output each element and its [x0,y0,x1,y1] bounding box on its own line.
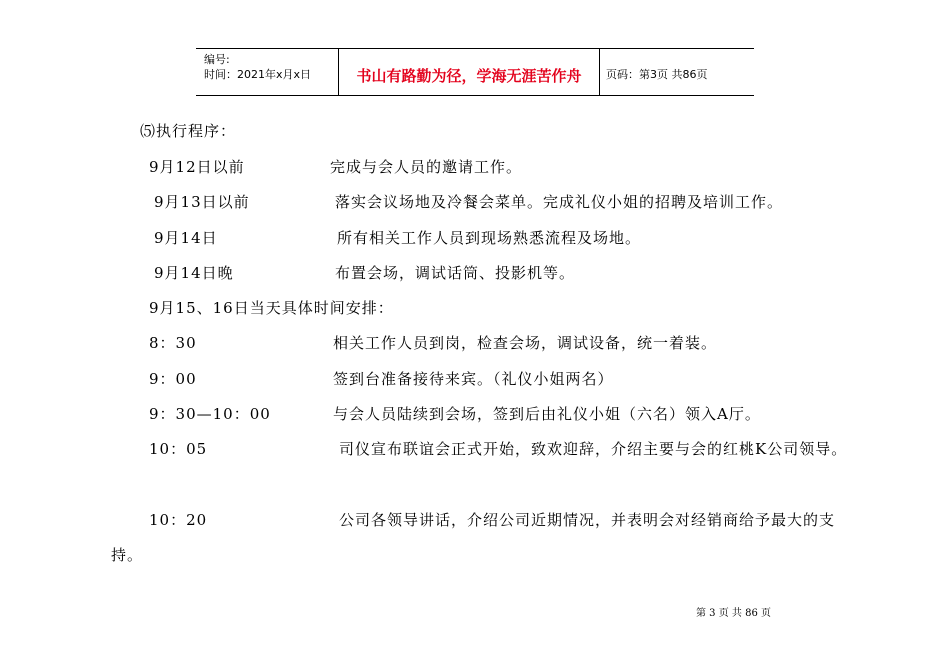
schedule-task: 完成与会人员的邀请工作。 [330,158,523,176]
schedule-task: 所有相关工作人员到现场熟悉流程及场地。 [337,229,642,247]
schedule-task: 布置会场，调试话筒、投影机等。 [335,264,576,282]
day-schedule-task: 与会人员陆续到会场，签到后由礼仪小姐（六名）领入A厅。 [333,405,761,423]
header-time-label: 时间：2021年x月x日 [204,68,312,81]
day-schedule-task: 签到台准备接待来宾。（礼仪小姐两名） [333,370,614,388]
schedule-time: 9月14日 [154,229,218,247]
page-header [196,48,754,96]
header-number-label: 编号: [204,53,230,66]
day-schedule-task: 公司各领导讲话，介绍公司近期情况，并表明会对经销商给予最大的支 [339,511,836,529]
header-meta [196,49,339,95]
schedule-time: 9月14日晚 [154,264,234,282]
day-schedule-time: 9：30—10：00 [149,405,271,423]
day-schedule-time: 9：00 [149,370,197,388]
header-page-info: 页码：第3页 共86页 [606,68,708,81]
day-schedule-task: 司仪宣布联谊会正式开始，致欢迎辞，介绍主要与会的红桃K公司领导。 [339,440,848,458]
day-schedule-time: 10：05 [149,440,208,458]
day-heading: 9月15、16日当天具体时间安排： [149,299,394,317]
continuation-text: 持。 [111,546,144,564]
schedule-time: 9月13日以前 [154,193,250,211]
day-schedule-time: 8：30 [149,334,197,352]
day-schedule-time: 10：20 [149,511,208,529]
header-motto: 书山有路勤为径，学海无涯苦作舟 [339,49,600,95]
schedule-time: 9月12日以前 [149,158,245,176]
page-footer: 第 3 页 共 86 页 [696,608,771,619]
section-heading: ⑸执行程序： [140,122,237,140]
schedule-task: 落实会议场地及冷餐会菜单。完成礼仪小姐的招聘及培训工作。 [335,193,784,211]
day-schedule-task: 相关工作人员到岗，检查会场，调试设备，统一着装。 [333,334,718,352]
